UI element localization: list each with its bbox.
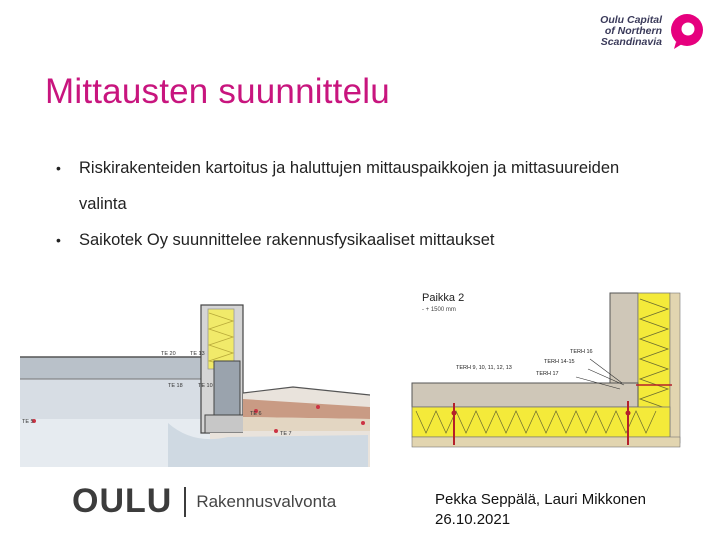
speech-bubble-logo-icon [668, 12, 706, 50]
bullet-item [54, 222, 654, 258]
sensor-label-te13: TE 13 [190, 351, 205, 357]
author-info [435, 490, 646, 530]
sensor-label-te20: TE 20 [161, 351, 176, 357]
wall-floor-joint-svg [410, 285, 688, 460]
bullet-dot: • [56, 232, 61, 248]
brand-logo [600, 12, 706, 50]
author-names: Pekka Seppälä, Lauri Mikkonen [435, 491, 646, 508]
bullet-text-1: Riskirakenteiden kartoitus ja haluttujen mittauspaikkojen ja mittasuureiden valinta [79, 159, 620, 213]
sensor-label-terh14-15: TERH 14-15 [544, 359, 575, 365]
figure-subtitle: - + 1500 mm [422, 307, 456, 313]
bullet-item [54, 150, 654, 222]
sensor-label-te10: TE 10 [198, 383, 213, 389]
foundation-section-svg [18, 295, 370, 467]
footer-logo-text: OULU [72, 482, 173, 520]
brand-line-3: Scandinavia [600, 35, 662, 48]
sensor-label-te6: TE 6 [250, 411, 262, 417]
sensor-label-te18: TE 18 [168, 383, 183, 389]
sensor-label-te7: TE 7 [280, 431, 292, 437]
foundation-section-drawing [18, 295, 370, 467]
brand-text [600, 15, 662, 48]
footer-department: Rakennusvalvonta [196, 491, 337, 511]
footer-divider [184, 487, 186, 517]
bullet-dot: • [56, 160, 61, 176]
bullet-text-2: Saikotek Oy suunnittelee rakennusfysikaaliset mittaukset [79, 231, 495, 249]
page-title: Mittausten suunnittelu [45, 72, 390, 111]
brand-line-1: Oulu Capital [600, 13, 662, 26]
sensor-label-terh9-13: TERH 9, 10, 11, 12, 13 [456, 365, 512, 371]
figure-title: Paikka 2 [422, 292, 465, 304]
bullet-list [54, 150, 654, 258]
presentation-date: 26.10.2021 [435, 511, 511, 528]
sensor-label-te5: TE 5 [22, 419, 34, 425]
sensor-label-terh17: TERH 17 [536, 371, 559, 377]
sensor-label-terh16: TERH 16 [570, 349, 593, 355]
wall-floor-joint-drawing [410, 285, 688, 460]
brand-line-2: of Northern [604, 24, 662, 37]
footer-logo [72, 482, 336, 521]
